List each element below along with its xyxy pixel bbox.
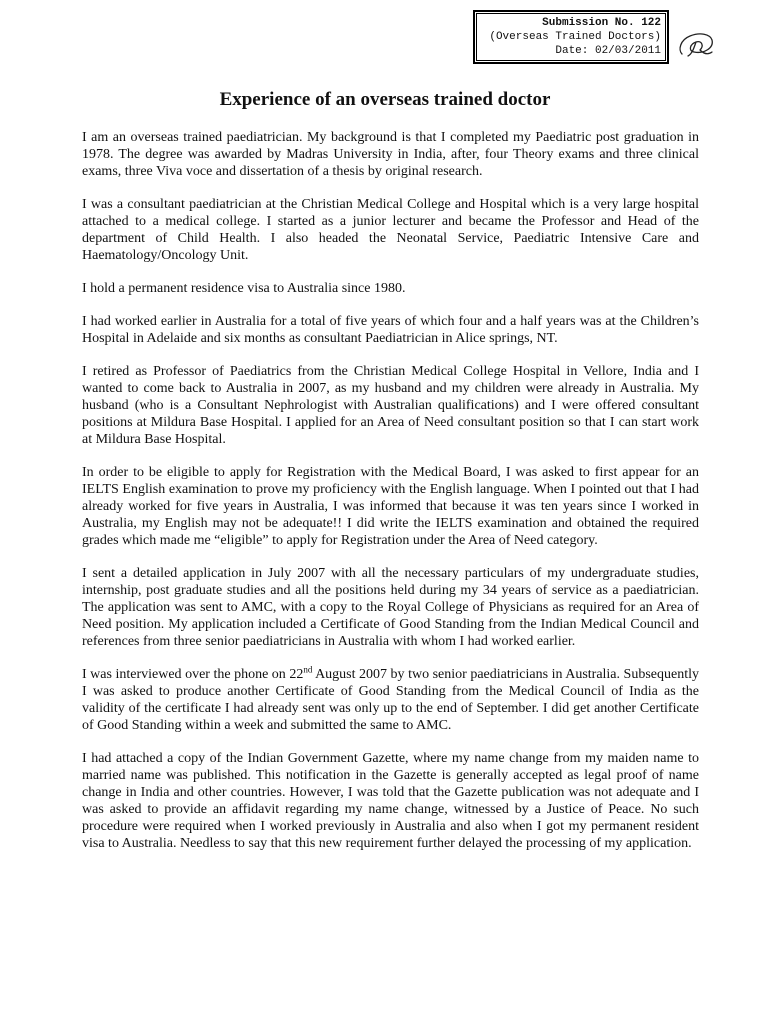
paragraph-interview bbox=[82, 666, 699, 734]
paragraph-consultant: I was a consultant paediatrician at the Christian Medical College and Hospital which is a very large hospital attached to a medical college. I started as a junior lecturer and became the Professor and Head of the department of Child Health. I also headed the Neonatal Service, Paediatric Intensive Care and Haematology/Oncology Unit. bbox=[82, 197, 699, 263]
document-title: Experience of an overseas trained doctor bbox=[219, 89, 551, 110]
paragraph-residence: I hold a permanent residence visa to Australia since 1980. bbox=[82, 281, 406, 296]
paragraph-ielts: In order to be eligible to apply for Registration with the Medical Board, I was asked to first appear for an IELTS English examination to prove my proficiency with the English language. When I pointed out that I had already worked for five years in Australia, I was informed that because it was ten years since I worked in Australia, my English may not be adequate!! I did write the IELTS examination and obtained the required grades which made me “eligible” to apply for Registration under the Area of Need category. bbox=[82, 465, 699, 548]
interview-text-start: I was interviewed over the phone on 22 bbox=[82, 667, 304, 682]
submission-number: Submission No. 122 bbox=[542, 17, 661, 29]
submission-category: (Overseas Trained Doctors) bbox=[489, 31, 661, 43]
interview-text-end: August 2007 by two senior paediatricians in Australia. Subsequently I was asked to produce another Certificate of Good Standing from the Medical Council of India as the validity of the certificate I had already sent was only up to the end of September. I did get another Certificate of Good Standing within a week and submitted the same to AMC. bbox=[82, 667, 699, 733]
ordinal-suffix: nd bbox=[303, 664, 313, 675]
paragraph-gazette: I had attached a copy of the Indian Government Gazette, where my name change from my maiden name to married name was published. This notification in the Gazette is generally accepted as legal proof of name change in India and other countries. However, I was told that the Gazette publication was not adequate and I was asked to provide an affidavit regarding my name change, witnessed by a Justice of Peace. No such procedure were required when I worked previously in Australia and also when I got my permanent resident visa to Australia. Needless to say that this new requirement further delayed the processing of my application. bbox=[82, 751, 699, 851]
paragraph-background: I am an overseas trained paediatrician. My background is that I completed my Paediatric post graduation in 1978. The degree was awarded by Madras University in India, after, four Theory exams and three clinical exams, three Viva voce and dissertation of a thesis by original research. bbox=[82, 130, 699, 179]
submission-date: Date: 02/03/2011 bbox=[555, 45, 661, 57]
paragraph-earlier-work: I had worked earlier in Australia for a total of five years of which four and a half years was at the Children’s Hospital in Adelaide and six months as consultant Paediatrician in Alice springs, NT. bbox=[82, 314, 699, 346]
submission-stamp bbox=[473, 10, 669, 64]
paragraph-application: I sent a detailed application in July 2007 with all the necessary particulars of my undergraduate studies, internship, post graduate studies and all the positions held during my 34 years of service as a paediatrician. The application was sent to AMC, with a copy to the Royal College of Physicians as required for an Area of Need position. My application included a Certificate of Good Standing from the Indian Medical Council and references from three senior paediatricians in Australia with whom I had worked earlier. bbox=[82, 566, 699, 649]
document-body bbox=[82, 129, 699, 868]
handwritten-initials bbox=[676, 28, 716, 60]
paragraph-retirement: I retired as Professor of Paediatrics from the Christian Medical College Hospital in Vellore, India and I wanted to come back to Australia in 2007, as my husband and my children were already in Australia. My husband (who is a Consultant Nephrologist with Australian qualifications) and I were offered consultant positions at Mildura Base Hospital. I applied for an Area of Need consultant position so that I can start work at Mildura Base Hospital. bbox=[82, 364, 699, 447]
